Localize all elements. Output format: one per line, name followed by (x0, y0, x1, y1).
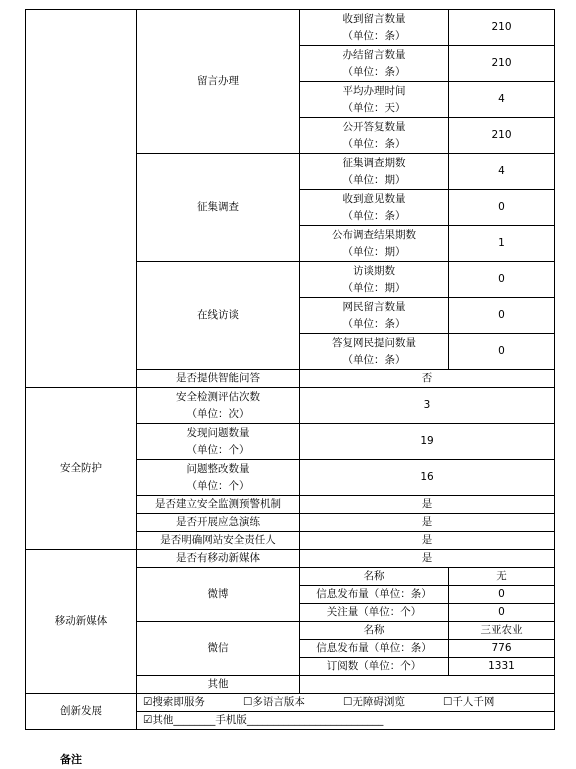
row-value: 无 (449, 568, 555, 586)
row-value: 0 (449, 334, 555, 370)
row-value (300, 676, 555, 694)
category-zhengji: 征集调查 (137, 154, 300, 262)
row-label: 信息发布量（单位：条） (300, 640, 449, 658)
row-label: 信息发布量（单位：条） (300, 586, 449, 604)
row-value: 776 (449, 640, 555, 658)
row-value: 210 (449, 10, 555, 46)
category-fangtan: 在线访谈 (137, 262, 300, 370)
row-label: 其他 (137, 676, 300, 694)
row-label: 收到意见数量 （单位：条） (300, 190, 449, 226)
row-value: 1 (449, 226, 555, 262)
row-value: 0 (449, 586, 555, 604)
row-value: 16 (300, 460, 555, 496)
option-search-service[interactable]: ☑搜索即服务 (143, 694, 243, 711)
row-label: 是否开展应急演练 (137, 514, 300, 532)
row-label: 答复网民提问数量 （单位：条） (300, 334, 449, 370)
checkbox-icon: ☐ (343, 696, 353, 708)
row-value: 0 (449, 190, 555, 226)
checkbox-icon: ☑ (143, 714, 153, 726)
checkbox-icon: ☐ (443, 696, 453, 708)
row-label: 是否提供智能问答 (137, 370, 300, 388)
section-chuangxin: 创新发展 (26, 694, 137, 730)
row-value: 4 (449, 154, 555, 190)
row-label: 办结留言数量 （单位：条） (300, 46, 449, 82)
option-accessibility[interactable]: ☐无障碍浏览 (343, 694, 443, 711)
media-weixin: 微信 (137, 622, 300, 676)
category-liuyan: 留言办理 (137, 10, 300, 154)
row-value: 210 (449, 46, 555, 82)
row-value: 1331 (449, 658, 555, 676)
checkbox-icon: ☐ (243, 696, 253, 708)
row-value: 是 (300, 496, 555, 514)
section-interaction (26, 10, 137, 388)
row-label: 是否建立安全监测预警机制 (137, 496, 300, 514)
section-anquan: 安全防护 (26, 388, 137, 550)
checkbox-icon: ☑ (143, 696, 153, 708)
row-label: 安全检测评估次数 （单位：次） (137, 388, 300, 424)
notes-label: 备注 (60, 753, 82, 766)
row-label: 收到留言数量 （单位：条） (300, 10, 449, 46)
row-label: 访谈期数 （单位：期） (300, 262, 449, 298)
report-table (25, 9, 555, 730)
innovation-options (137, 694, 555, 712)
option-multilingual[interactable]: ☐多语言版本 (243, 694, 343, 711)
row-label: 名称 (300, 568, 449, 586)
row-value: 0 (449, 298, 555, 334)
row-value: 3 (300, 388, 555, 424)
row-value: 是 (300, 550, 555, 568)
row-label: 是否有移动新媒体 (137, 550, 300, 568)
row-label: 关注量（单位：个） (300, 604, 449, 622)
row-label: 网民留言数量 （单位：条） (300, 298, 449, 334)
table-row (26, 694, 555, 712)
row-value: 0 (449, 262, 555, 298)
row-value: 是 (300, 514, 555, 532)
row-label: 名称 (300, 622, 449, 640)
section-meiti: 移动新媒体 (26, 550, 137, 694)
row-value: 三亚农业 (449, 622, 555, 640)
innovation-other[interactable]: ☑其他________手机版__________________________ (137, 712, 555, 730)
row-value: 19 (300, 424, 555, 460)
row-label: 平均办理时间 （单位：天） (300, 82, 449, 118)
row-value: 0 (449, 604, 555, 622)
table-row (26, 550, 555, 568)
row-value: 否 (300, 370, 555, 388)
row-label: 发现问题数量 （单位：个） (137, 424, 300, 460)
row-label: 问题整改数量 （单位：个） (137, 460, 300, 496)
row-value: 4 (449, 82, 555, 118)
row-label: 公布调查结果期数 （单位：期） (300, 226, 449, 262)
row-label: 是否明确网站安全责任人 (137, 532, 300, 550)
row-label: 征集调查期数 （单位：期） (300, 154, 449, 190)
option-personalized[interactable]: ☐千人千网 (443, 694, 494, 711)
table-row (26, 10, 555, 46)
row-label: 订阅数（单位：个） (300, 658, 449, 676)
row-value: 210 (449, 118, 555, 154)
table-row (26, 388, 555, 424)
row-label: 公开答复数量 （单位：条） (300, 118, 449, 154)
media-weibo: 微博 (137, 568, 300, 622)
row-value: 是 (300, 532, 555, 550)
